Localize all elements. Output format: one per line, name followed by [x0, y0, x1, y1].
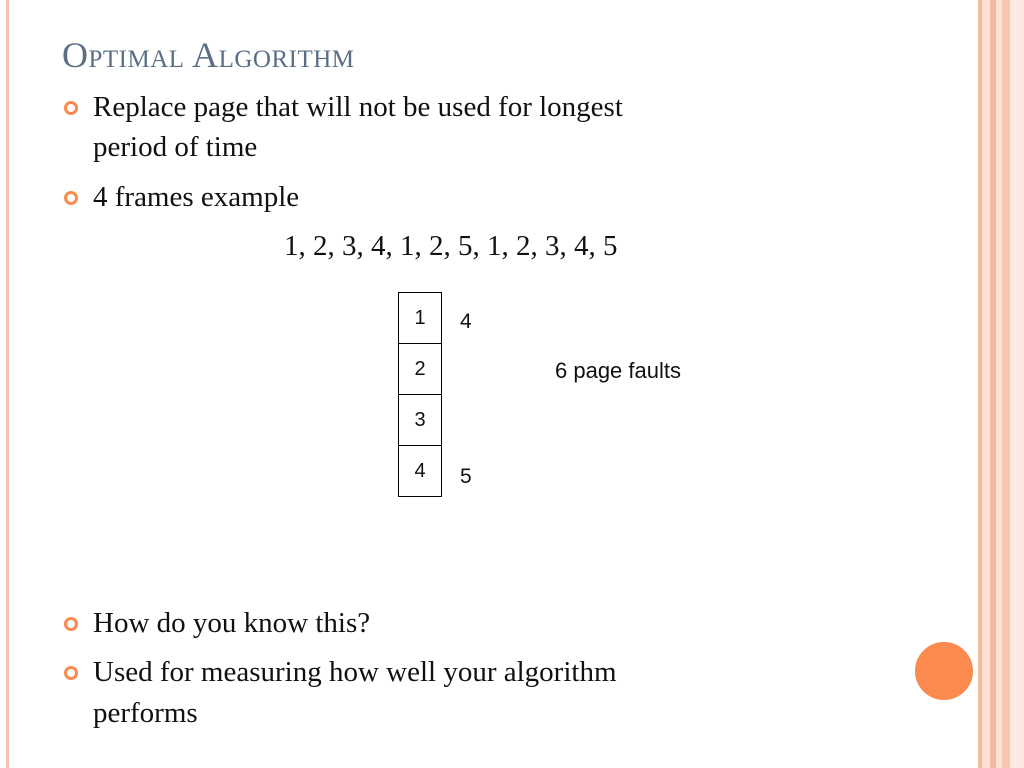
- bullet-text: 4 frames example: [93, 181, 300, 213]
- right-stripe: [1002, 0, 1010, 768]
- left-decorative-rule: [6, 0, 9, 768]
- frame-cell: 1: [398, 292, 442, 344]
- bullet-circle-icon: [64, 617, 78, 631]
- replacement-label-top: 4: [460, 310, 472, 333]
- frame-cell: 4: [398, 446, 442, 497]
- bullet-circle-icon: [64, 101, 78, 115]
- frame-cell: 3: [398, 395, 442, 446]
- right-stripe: [1010, 0, 1024, 768]
- frame-stack: [398, 292, 442, 497]
- reference-string: 1, 2, 3, 4, 1, 2, 5, 1, 2, 3, 4, 5: [284, 230, 618, 262]
- right-stripe: [982, 0, 990, 768]
- bullet-text-continued: period of time: [93, 131, 258, 163]
- bullet-circle-icon: [64, 191, 78, 205]
- bullet-text: Used for measuring how well your algorithm: [93, 656, 617, 688]
- bullet-text: How do you know this?: [93, 607, 371, 639]
- slide-title: Optimal Algorithm: [62, 35, 355, 75]
- bullet-circle-icon: [64, 666, 78, 680]
- bullet-text: Replace page that will not be used for longest: [93, 91, 623, 123]
- decorative-circle: [913, 640, 975, 702]
- bullet-text-continued: performs: [93, 697, 198, 729]
- frame-cell: 2: [398, 344, 442, 395]
- replacement-label-bottom: 5: [460, 465, 472, 488]
- page-fault-count: 6 page faults: [555, 358, 681, 383]
